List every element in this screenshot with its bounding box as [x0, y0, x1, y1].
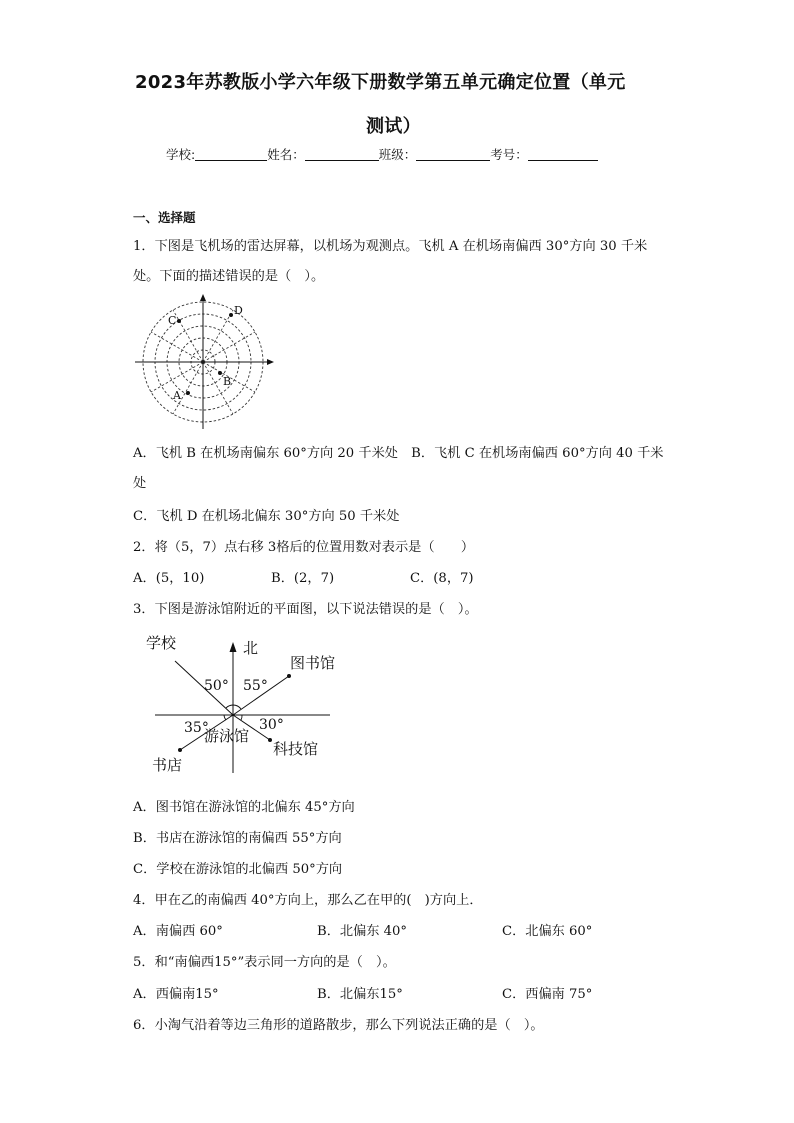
q2-option-b[interactable]: B．(2，7) — [271, 571, 335, 586]
map-bookstore-label: 书店 — [152, 756, 183, 774]
q4-option-a[interactable]: A．南偏西 60° — [133, 924, 223, 939]
q3-option-b[interactable]: B．书店在游泳馆的南偏西 55°方向 — [133, 831, 342, 846]
radar-screen-figure — [133, 293, 275, 433]
q5-option-a[interactable]: A．西偏南15° — [133, 987, 219, 1002]
name-blank[interactable] — [305, 147, 379, 161]
plane-d-dot — [229, 313, 233, 317]
radar-label-d: D — [234, 304, 243, 317]
library-dot — [287, 674, 291, 678]
map-angle-35: 35° — [184, 720, 209, 736]
map-north-label: 北 — [243, 639, 259, 657]
q5-stem: 5．和“南偏西15°”表示同一方向的是（ ）。 — [133, 955, 396, 970]
map-school-label: 学校 — [146, 634, 177, 652]
q3-stem: 3．下图是游泳馆附近的平面图，以下说法错误的是（ ）。 — [133, 602, 478, 617]
radar-label-b: B — [223, 375, 232, 388]
number-blank[interactable] — [528, 147, 598, 161]
science-museum-dot — [268, 738, 272, 742]
q3-option-c[interactable]: C．学校在游泳馆的北偏西 50°方向 — [133, 862, 343, 877]
class-label: 班级： — [378, 147, 417, 162]
east-arrow-icon — [267, 359, 274, 365]
map-pool-label: 游泳馆 — [204, 727, 250, 745]
map-science-label: 科技馆 — [273, 740, 319, 758]
student-info-row — [166, 145, 598, 163]
q2-option-c[interactable]: C．(8，7) — [410, 571, 474, 586]
q1-option-b-continued: 处 — [133, 476, 147, 491]
q1-stem-line2: 处。下面的描述错误的是（ ）。 — [133, 269, 325, 284]
q4-option-c[interactable]: C．北偏东 60° — [502, 924, 593, 939]
plane-b-dot — [218, 371, 222, 375]
map-library-label: 图书馆 — [290, 654, 336, 672]
q5-option-c[interactable]: C．西偏南 75° — [502, 987, 593, 1002]
north-arrow-icon — [230, 642, 237, 652]
map-angle-55: 55° — [243, 678, 268, 694]
name-label: 姓名： — [267, 147, 305, 162]
pool-map-figure — [140, 628, 360, 778]
school-blank[interactable] — [195, 147, 267, 161]
bookstore-dot — [178, 748, 182, 752]
q6-stem: 6．小淘气沿着等边三角形的道路散步，那么下列说法正确的是（ ）。 — [133, 1018, 544, 1033]
q5-option-b[interactable]: B．北偏东15° — [317, 987, 403, 1002]
q1-stem-line1: 1．下图是飞机场的雷达屏幕，以机场为观测点。飞机 A 在机场南偏西 30°方向 30 千米 — [133, 239, 648, 254]
school-label: 学校: — [166, 147, 196, 162]
class-blank[interactable] — [416, 147, 490, 161]
map-angle-30: 30° — [259, 717, 284, 733]
radar-label-a: A — [173, 389, 181, 402]
q2-option-a[interactable]: A．(5，10) — [133, 571, 205, 586]
q4-option-b[interactable]: B．北偏东 40° — [317, 924, 408, 939]
plane-a-dot — [186, 391, 190, 395]
section-heading-choice: 一、选择题 — [133, 210, 196, 225]
q2-stem: 2．将（5，7）点右移 3格后的位置用数对表示是（ ） — [133, 540, 475, 555]
radar-label-c: C — [168, 314, 177, 327]
page-title: 2023年苏教版小学六年级下册数学第五单元确定位置（单元 — [135, 72, 626, 93]
q1-option-c[interactable]: C．飞机 D 在机场北偏东 30°方向 50 千米处 — [133, 509, 400, 524]
q1-option-a-b[interactable]: A．飞机 B 在机场南偏东 60°方向 20 千米处 B．飞机 C 在机场南偏西 60°方向 40 千米 — [133, 446, 664, 461]
page-title-continued: 测试） — [366, 116, 421, 137]
number-label: 考号： — [490, 147, 528, 162]
q4-stem: 4．甲在乙的南偏西 40°方向上，那么乙在甲的( )方向上． — [133, 893, 483, 908]
plane-c-dot — [177, 319, 181, 323]
north-arrow-icon — [200, 294, 206, 301]
map-angle-50: 50° — [204, 678, 229, 694]
q3-option-a[interactable]: A．图书馆在游泳馆的北偏东 45°方向 — [133, 800, 355, 815]
